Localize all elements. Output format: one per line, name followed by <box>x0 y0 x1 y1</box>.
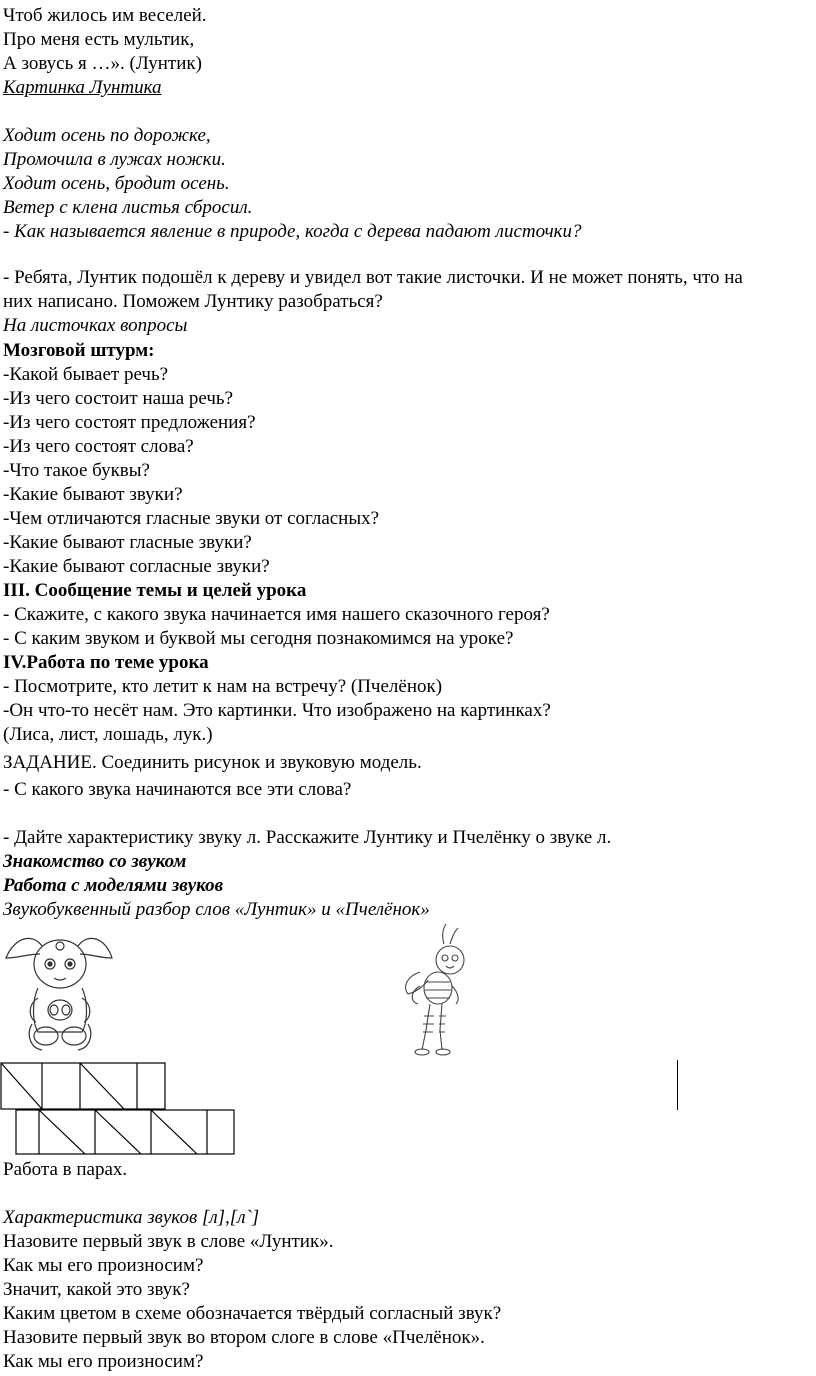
final-q5: Назовите первый звук во втором слоге в слове «Пчелёнок». <box>3 1327 485 1348</box>
sound-intro-heading: Знакомство со звуком <box>3 851 187 872</box>
luntik-illustration <box>2 924 114 1054</box>
sound-scheme-bee <box>15 1109 237 1156</box>
autumn-line-1: Ходит осень по дорожке, <box>3 125 211 146</box>
final-q2: Как мы его произносим? <box>3 1255 204 1276</box>
final-q4: Каким цветом в схеме обозначается твёрдый согласный звук? <box>3 1303 502 1324</box>
section-3-heading: III. Сообщение темы и целей урока <box>3 580 307 601</box>
section-4-answer: (Лиса, лист, лошадь, лук.) <box>3 724 213 745</box>
section-4-q1: - Посмотрите, кто летит к нам на встречу? (Пчелёнок) <box>3 676 443 697</box>
brainstorm-q5: -Что такое буквы? <box>3 460 150 481</box>
brainstorm-q9: -Какие бывают согласные звуки? <box>3 556 270 577</box>
brainstorm-q4: -Из чего состоят слова? <box>3 436 194 457</box>
paragraph-leaves-1: - Ребята, Лунтик подошёл к дереву и увидел вот такие листочки. И не может понять, что на <box>3 267 743 288</box>
bee-illustration <box>398 920 468 1060</box>
section-3-q1: - Скажите, с какого звука начинается имя нашего сказочного героя? <box>3 604 550 625</box>
question-leaves: - Как называется явление в природе, когда с дерева падают листочки? <box>3 221 582 242</box>
autumn-line-3: Ходит осень, бродит осень. <box>3 173 230 194</box>
paragraph-leaves-2: них написано. Поможем Лунтику разобраться? <box>3 291 383 312</box>
sound-scheme-luntik <box>0 1062 168 1110</box>
final-q3: Значит, какой это звук? <box>3 1279 190 1300</box>
autumn-line-2: Промочила в лужах ножки. <box>3 149 226 170</box>
final-q1: Назовите первый звук в слове «Лунтик». <box>3 1231 334 1252</box>
section-4-q2: -Он что-то несёт нам. Это картинки. Что изображено на картинках? <box>3 700 551 721</box>
task-question: - С какого звука начинаются все эти слова? <box>3 779 352 800</box>
brainstorm-q1: -Какой бывает речь? <box>3 364 169 385</box>
brainstorm-q6: -Какие бывают звуки? <box>3 484 183 505</box>
final-q6: Как мы его произносим? <box>3 1351 204 1372</box>
picture-caption: Картинка Лунтика <box>3 77 162 98</box>
poem-line-3: А зовусь я …». (Лунтик) <box>3 53 202 74</box>
word-analysis-heading: Звукобуквенный разбор слов «Лунтик» и «Пчелёнок» <box>3 899 430 920</box>
autumn-line-4: Ветер с клена листья сбросил. <box>3 197 253 218</box>
sound-models-heading: Работа с моделями звуков <box>3 875 224 896</box>
brainstorm-q8: -Какие бывают гласные звуки? <box>3 532 252 553</box>
poem-line-2: Про меня есть мультик, <box>3 29 195 50</box>
brainstorm-q7: -Чем отличаются гласные звуки от согласных? <box>3 508 380 529</box>
task-line: ЗАДАНИЕ. Соединить рисунок и звуковую модель. <box>3 752 422 773</box>
section-4-heading: IV.Работа по теме урока <box>3 652 209 673</box>
brainstorm-heading: Мозговой штурм: <box>3 340 155 361</box>
leaves-note: На листочках вопросы <box>3 315 188 336</box>
poem-line-1: Чтоб жилось им веселей. <box>3 5 207 26</box>
brainstorm-q3: -Из чего состоят предложения? <box>3 412 256 433</box>
brainstorm-q2: -Из чего состоит наша речь? <box>3 388 234 409</box>
section-3-q2: - С каким звуком и буквой мы сегодня познакомимся на уроке? <box>3 628 514 649</box>
pair-work-line: Работа в парах. <box>3 1159 128 1180</box>
characteristic-request: - Дайте характеристику звуку л. Расскажите Лунтику и Пчелёнку о звуке л. <box>3 827 612 848</box>
vertical-divider <box>677 1060 678 1110</box>
sound-characteristic-heading: Характеристика звуков [л],[л`] <box>3 1207 260 1228</box>
